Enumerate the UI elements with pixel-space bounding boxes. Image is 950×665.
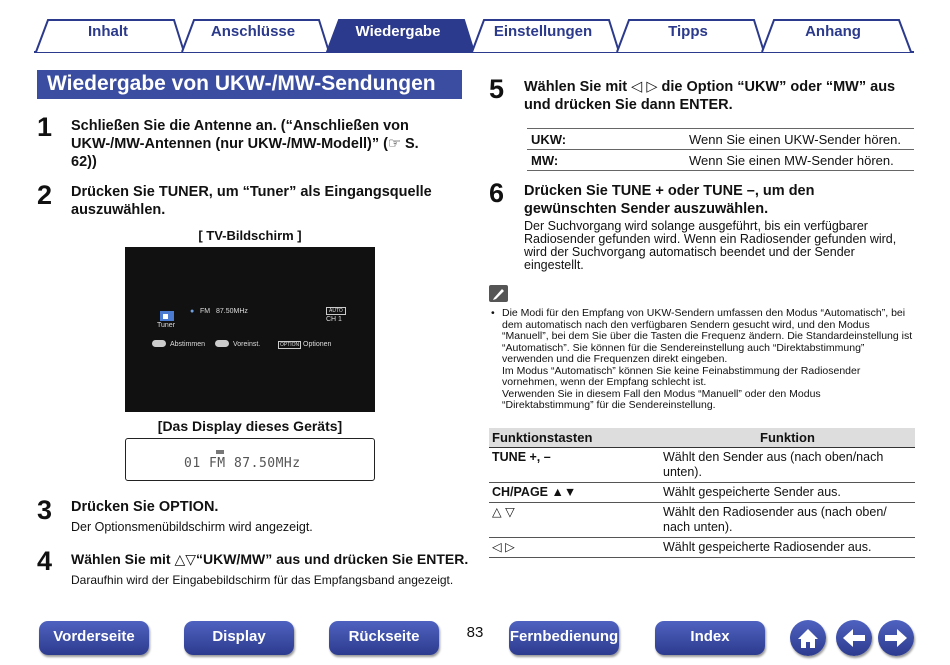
back-button[interactable] (836, 620, 872, 656)
display-text: 01 FM 87.50MHz (184, 456, 301, 471)
table-row (527, 150, 914, 171)
nav-index-button[interactable]: Index (655, 621, 765, 655)
step-4-heading: Wählen Sie mit △▽“UKW/MW” aus und drücken Sie ENTER. (71, 551, 469, 567)
tv-hint-preset: Voreinst. (233, 341, 261, 348)
home-icon (790, 620, 826, 656)
step-number: 5 (489, 74, 505, 104)
nav-rear-button[interactable]: Rückseite (329, 621, 439, 655)
arrow-right-icon (878, 620, 914, 656)
option-table (527, 128, 914, 171)
button-icon (215, 340, 229, 347)
reference-icon: ☞ (387, 136, 401, 152)
table-row (489, 448, 915, 483)
page-number: 83 (466, 624, 484, 641)
step-1-heading (71, 117, 431, 171)
table-cell-function: Wählt den Radiosender aus (nach oben/ nach unten). (660, 503, 915, 538)
step-number: 1 (37, 112, 53, 142)
tv-hint-options: Optionen (303, 341, 332, 348)
page-title: Wiedergabe von UKW-/MW-Sendungen (47, 72, 436, 95)
table-cell-key: ◁ ▷ (489, 538, 660, 558)
step-1-reference[interactable]: S. 62)) (71, 136, 419, 170)
step-number: 2 (37, 180, 53, 210)
note-paragraph: Verwenden Sie in diesem Fall den Modus “Manuell” oder den Modus “Direktabstimmung” für die Sendereinstellung. (502, 387, 821, 411)
step-3-heading: Drücken Sie OPTION. (71, 499, 219, 515)
tv-caption: [ TV-Bildschirm ] (198, 228, 302, 243)
table-cell-key: △ ▽ (489, 503, 660, 538)
table-row (489, 538, 915, 558)
tab-einstellungen[interactable]: Einstellungen (493, 23, 593, 40)
step-number: 3 (37, 495, 53, 525)
tab-anschluesse[interactable]: Anschlüsse (210, 23, 296, 40)
button-icon (152, 340, 166, 347)
column-header: Funktion (660, 428, 915, 448)
nav-display-button[interactable]: Display (184, 621, 294, 655)
tab-inhalt[interactable]: Inhalt (88, 23, 128, 40)
option-key: UKW: (527, 129, 685, 150)
tab-wiedergabe[interactable]: Wiedergabe (355, 23, 441, 40)
step-number: 4 (37, 546, 53, 576)
nav-front-button[interactable]: Vorderseite (39, 621, 149, 655)
table-cell-function: Wählt den Sender aus (nach oben/nach unten). (660, 448, 915, 483)
step-6-text: Der Suchvorgang wird solange ausgeführt, bis ein verfügbarer Radiosender gefunden wird. Wenn ein Radiosender gefunden wird, wird der Suchvorgang automatisch beendet und der Sender eingestellt. (524, 219, 897, 272)
arrow-left-icon (836, 620, 872, 656)
tv-mode-badge: AUTO (326, 307, 346, 315)
table-row (489, 483, 915, 503)
step-6-heading: Drücken Sie TUNE + oder TUNE –, um den gewünschten Sender auszuwählen. (524, 183, 815, 217)
note-paragraph: Im Modus “Automatisch” können Sie keine Feinabstimmung der Radiosender vornehmen, wenn der Empfang schlecht ist. (502, 364, 861, 388)
display-caption: [Das Display dieses Geräts] (157, 418, 343, 434)
step-1-text: Schließen Sie die Antenne an. (“Anschließen von UKW-/MW-Antennen (nur UKW-/MW-Modell)” ( (71, 118, 409, 152)
pencil-icon (489, 285, 508, 302)
table-cell-key: CH/PAGE ▲▼ (489, 483, 660, 503)
table-header-row (489, 428, 915, 448)
tv-source: Tuner (157, 322, 176, 329)
step-2-heading: Drücken Sie TUNER, um “Tuner” als Eingangsquelle auszuwählen. (71, 184, 432, 218)
tv-channel: CH 1 (326, 316, 342, 323)
tab-anhang[interactable]: Anhang (805, 23, 861, 40)
tv-option-badge: OPTION (280, 342, 300, 348)
tv-frequency: 87.50MHz (216, 308, 248, 315)
step-5-heading: Wählen Sie mit ◁ ▷ die Option “UKW” oder “MW” aus und drücken Sie dann ENTER. (524, 79, 896, 113)
table-row (527, 129, 914, 150)
table-cell-key: TUNE +, – (489, 448, 660, 483)
option-key: MW: (527, 150, 685, 171)
tuner-icon (160, 309, 174, 321)
step-number: 6 (489, 178, 505, 208)
table-cell-function: Wählt gespeicherte Radiosender aus. (660, 538, 915, 558)
page-title-bar (37, 70, 462, 99)
table-cell-function: Wählt gespeicherte Sender aus. (660, 483, 915, 503)
step-3-text: Der Optionsmenübildschirm wird angezeigt. (71, 520, 313, 534)
bullet-icon: • (491, 307, 495, 319)
display-indicator-icon (216, 450, 224, 454)
function-table (489, 428, 915, 558)
tab-tipps[interactable]: Tipps (668, 23, 708, 40)
tv-hint-tune: Abstimmen (170, 341, 206, 348)
antenna-icon: ● (190, 308, 195, 315)
note-paragraph: Die Modi für den Empfang von UKW-Sendern umfassen den Modus “Automatisch”, bei dem automatisch nach den verfügbaren Sendern gesucht wird, und den Modus “Manuell”, bei dem Sie über die Tasten die Frequenz ändern. Die Standardeinstellung ist “Automatisch”. Sie können für die Sendereinstellung auch “Direktabstimmung” verwenden und die Frequenzen direkt eingeben. (502, 307, 913, 365)
column-header: Funktionstasten (489, 428, 660, 448)
tv-screen (125, 247, 375, 412)
home-button[interactable] (790, 620, 826, 656)
tv-band: FM (200, 308, 211, 315)
step-4-text: Daraufhin wird der Eingabebildschirm für das Empfangsband angezeigt. (71, 573, 454, 587)
forward-button[interactable] (878, 620, 914, 656)
device-display (125, 438, 375, 481)
option-value: Wenn Sie einen UKW-Sender hören. (685, 129, 914, 150)
table-row (489, 503, 915, 538)
option-value: Wenn Sie einen MW-Sender hören. (685, 150, 914, 171)
tab-bar (34, 18, 914, 54)
nav-remote-button[interactable]: Fernbedienung (509, 621, 619, 655)
note-text (502, 308, 914, 412)
